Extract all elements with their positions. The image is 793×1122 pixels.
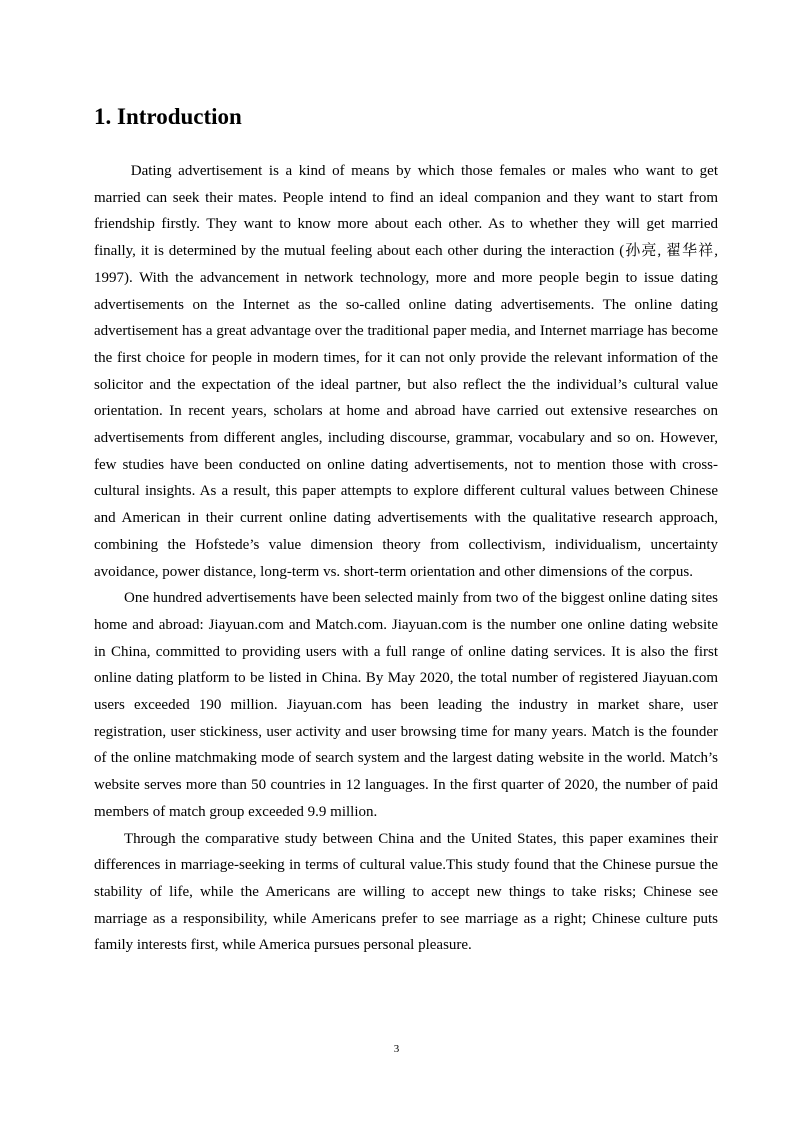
paragraph-data-sources: One hundred advertisements have been selected mainly from two of the biggest online dating sites home and abroad: Jiayuan.com and Match.com. Jiayuan.com is the number one online dating website in China, committed to providing users with a full range of online dating services. It is also the first online dating platform to be listed in China. By May 2020, the total number of registered Jiayuan.com users exceeded 190 million. Jiayuan.com has been leading the industry in market share, user registration, user stickiness, user activity and user browsing time for many years. Match is the founder of the online matchmaking mode of search system and the largest dating website in the world. Match’s website serves more than 50 countries in 12 languages. In the first quarter of 2020, the number of paid members of match group exceeded 9.9 million.	[94, 590, 718, 820]
paragraph-findings: Through the comparative study between China and the United States, this paper examines their differences in marriage-seeking in terms of cultural value.This study found that the Chinese pursue the stability of life, while the Americans are willing to accept new things to take risks; Chinese see marriage as a responsibility, while Americans prefer to see marriage as a right; Chinese culture puts family interests first, while America pursues personal pleasure.	[94, 830, 718, 954]
paragraph-intro: Dating advertisement is a kind of means by which those females or males who want to get married can seek their mates. People intend to find an ideal companion and they want to start from friendship firstly. They want to know more about each other. As to whether they will get married finally, it is determined by the mutual feeling about each other during the interaction (孙亮, 翟华祥, 1997). With the advancement in network technology, more and more people begin to issue dating advertisements on the Internet as the so-called online dating advertisements. The online dating advertisement has a great advantage over the traditional paper media, and Internet marriage has become the first choice for people in modern times, for it can not only provide the relevant information of the solicitor and the expectation of the ideal partner, but also reflect the the individual’s cultural value orientation. In recent years, scholars at home and abroad have carried out extensive researches on advertisements from different angles, including discourse, grammar, vocabulary and so on. However, few studies have been conducted on online dating advertisements, not to mention those with cross-cultural insights. As a result, this paper attempts to explore different cultural values between Chinese and American in their current online dating advertisements with the qualitative research approach, combining the Hofstede’s value dimension theory from collectivism, individualism, uncertainty avoidance, power distance, long-term vs. short-term orientation and other dimensions of the corpus.	[94, 163, 718, 580]
section-heading: 1. Introduction	[94, 104, 242, 129]
section-body	[94, 158, 718, 959]
page-number: 3	[393, 1043, 400, 1055]
